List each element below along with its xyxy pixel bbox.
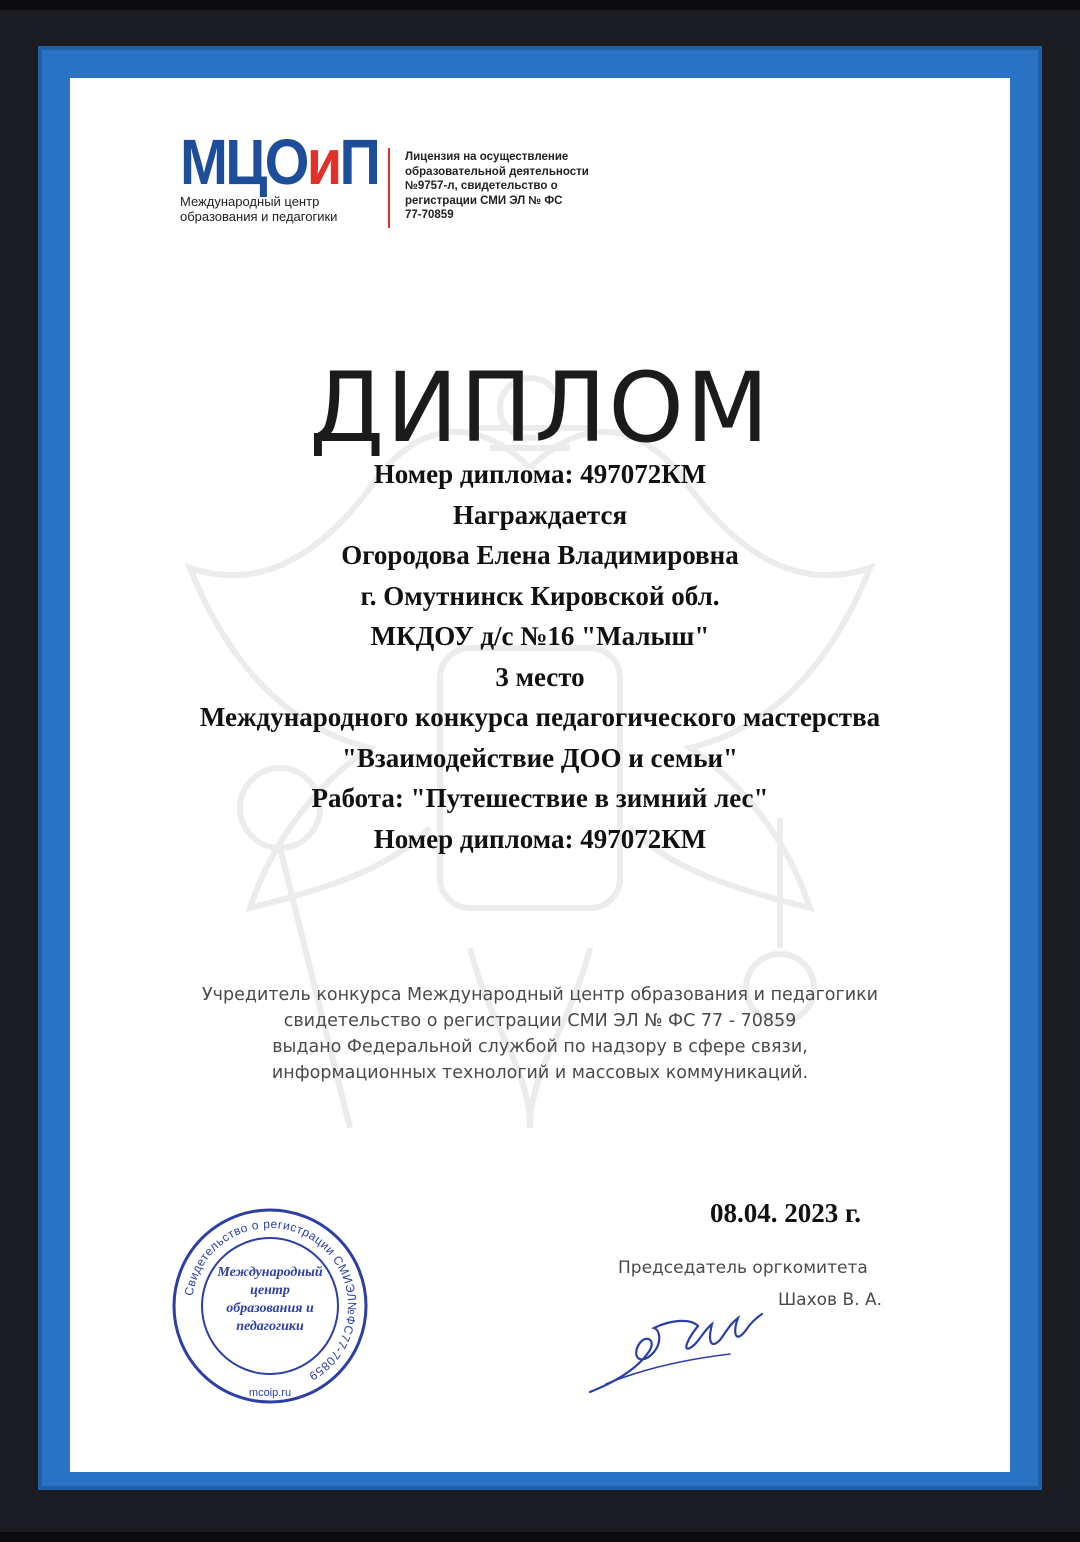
logo-divider — [388, 148, 390, 228]
diploma-title: ДИПЛОМ — [309, 352, 771, 464]
contest-name: "Взаимодействие ДОО и семьи" — [341, 742, 739, 773]
stamp-center-line: центр — [250, 1283, 290, 1298]
contest-title: Международного конкурса педагогического мастерства — [199, 702, 881, 732]
chair-title: Председатель оргкомитета — [618, 1258, 868, 1278]
license-line: Лицензия на осуществление — [405, 151, 569, 163]
stamp-website: mcoip.ru — [248, 1387, 292, 1399]
founder-line: выдано Федеральной службой по надзору в сфере связи, — [272, 1037, 808, 1057]
chair-name: Шахов В. А. — [778, 1290, 882, 1310]
recipient-organization: МКДОУ д/с №16 "Малыш" — [370, 621, 710, 651]
logo-subtitle-line: образования и педагогики — [180, 209, 338, 224]
license-line: образовательной деятельности — [405, 165, 589, 178]
license-line: 77-70859 — [405, 209, 454, 221]
logo-mark-accent: и — [306, 126, 340, 198]
stamp-center-line: Международный — [217, 1265, 323, 1280]
recipient-name: Огородова Елена Владимировна — [341, 540, 739, 570]
awarded-label: Награждается — [452, 499, 628, 530]
founder-line: информационных технологий и массовых коммуникаций. — [271, 1063, 809, 1083]
logo-mark — [180, 126, 379, 198]
organization-stamp — [170, 1206, 370, 1406]
award-text — [70, 454, 1010, 859]
diploma-date: 08.04. 2023 г. — [710, 1198, 861, 1228]
bottom-bar — [0, 1532, 1080, 1542]
diploma-paper — [70, 78, 1010, 1472]
license-line: №9757-л, свидетельство о — [405, 180, 558, 192]
stamp-center-line: педагогики — [236, 1319, 304, 1334]
stamp-center-line: образования и — [226, 1301, 314, 1316]
diploma-number-bottom: Номер диплома: 497072КМ — [373, 823, 707, 854]
work-title: Работа: "Путешествие в зимний лес" — [311, 783, 769, 813]
logo-subtitle — [180, 194, 380, 224]
chair-signature — [580, 1300, 770, 1400]
stamp-ring-text: Свидетельство о регистрации СМИЭЛ№ФС77-70859 — [181, 1216, 360, 1384]
logo-subtitle-line: Международный центр — [180, 194, 320, 209]
founder-line: свидетельство о регистрации СМИ ЭЛ № ФС 77 - 70859 — [283, 1011, 797, 1031]
logo-mark-main: МЦО — [180, 126, 307, 198]
founder-line: Учредитель конкурса Международный центр образования и педагогики — [201, 985, 879, 1005]
award-place: 3 место — [495, 661, 585, 692]
license-info — [405, 150, 615, 223]
diploma-number-top: Номер диплома: 497072КМ — [373, 459, 707, 489]
logo-mark-end: П — [339, 126, 379, 198]
mcoip-logo — [180, 126, 380, 232]
founder-info — [70, 982, 1010, 1086]
recipient-city: г. Омутнинск Кировской обл. — [360, 580, 720, 611]
license-line: регистрации СМИ ЭЛ № ФС — [405, 194, 563, 207]
